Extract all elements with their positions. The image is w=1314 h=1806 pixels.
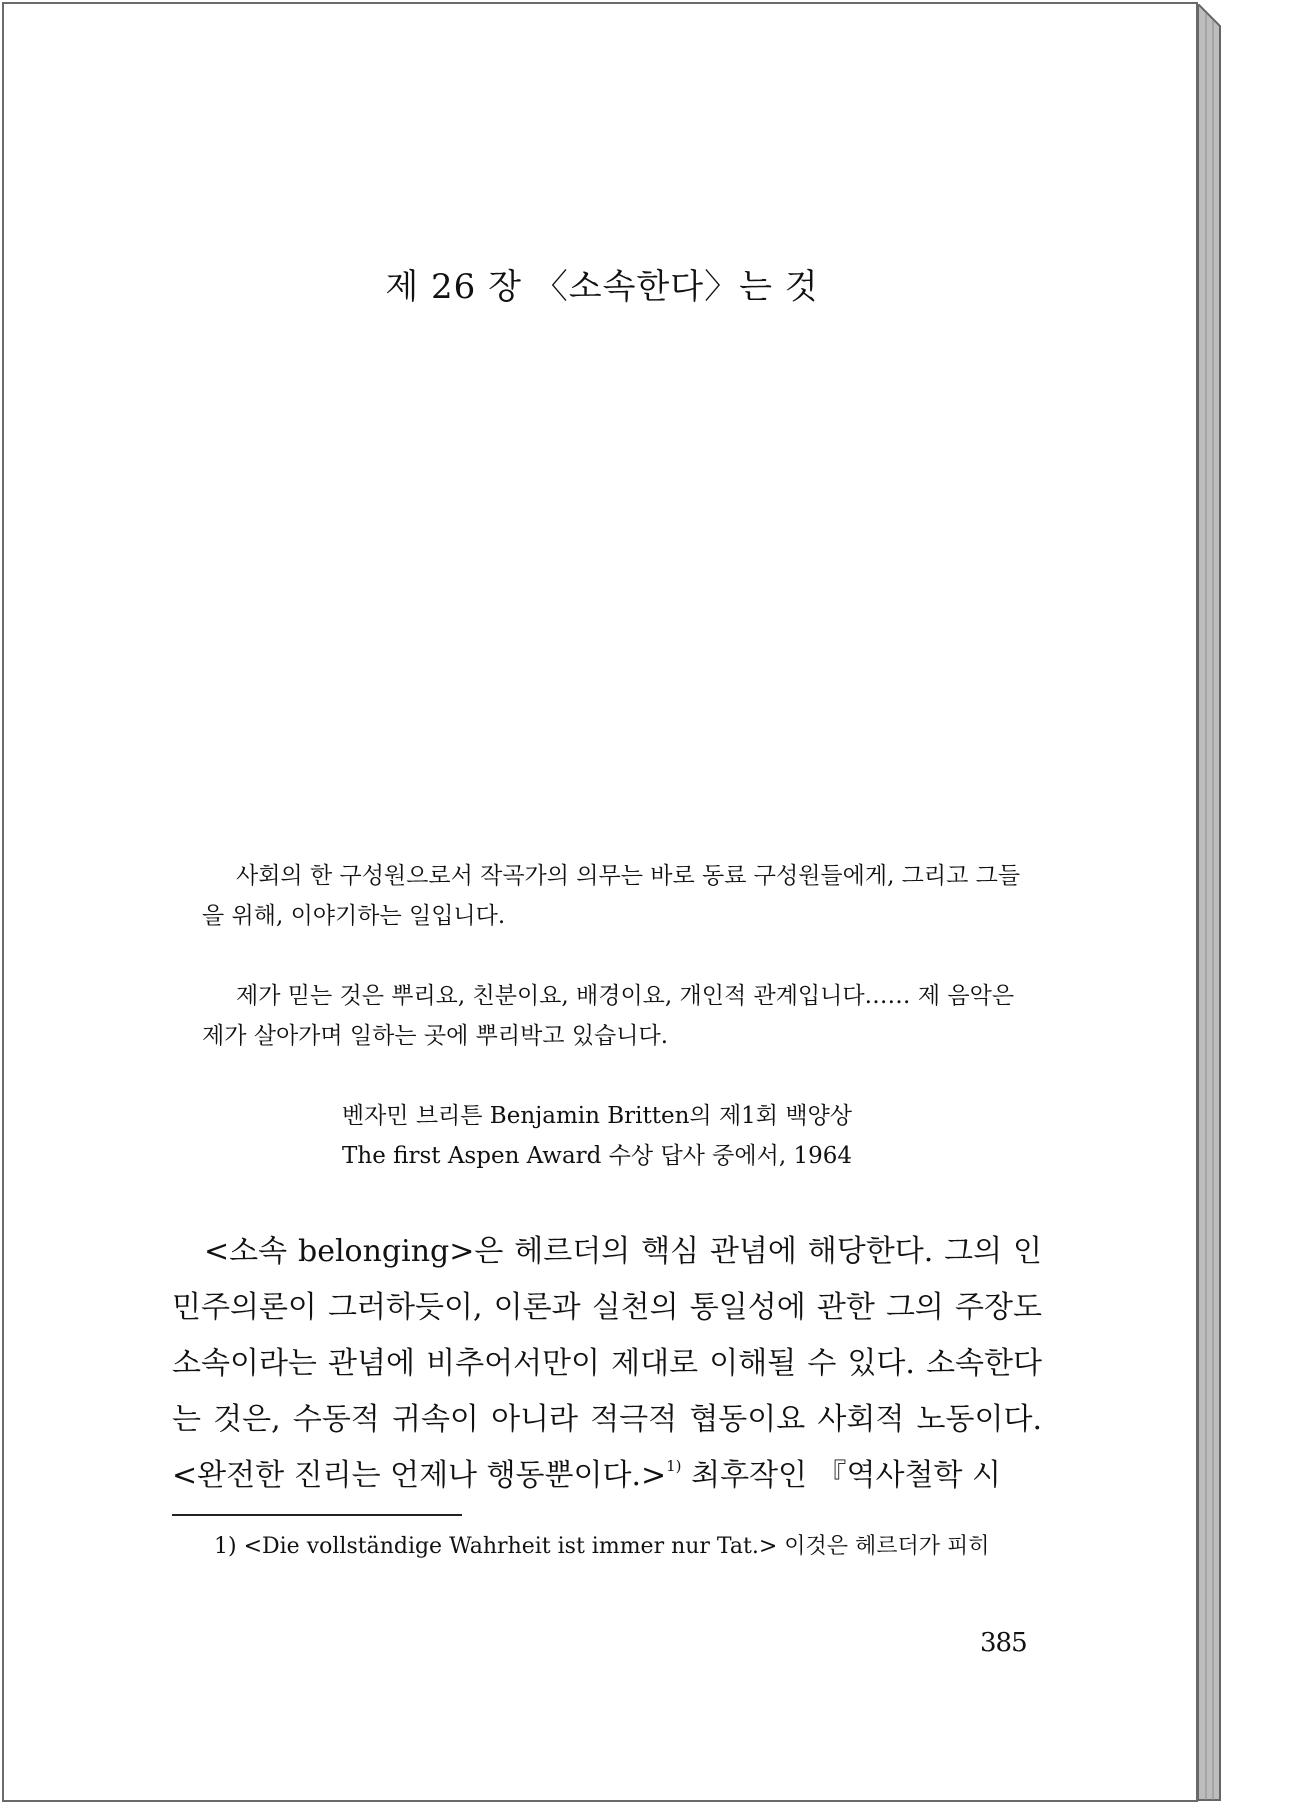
epigraph-text-2: 제가 믿는 것은 뿌리요, 친분이요, 배경이요, 개인적 관계입니다…… 제 음악은 제가 살아가며 일하는 곳에 뿌리박고 있습니다. bbox=[202, 983, 1015, 1049]
footnote-divider bbox=[172, 1514, 462, 1516]
page-stack-edge bbox=[1198, 4, 1224, 1804]
epigraph-text-1: 사회의 한 구성원으로서 작곡가의 의무는 바로 동료 구성원들에게, 그리고 그들을 위해, 이야기하는 일입니다. bbox=[202, 863, 1021, 929]
page-number: 385 bbox=[980, 1628, 1027, 1658]
book-page bbox=[2, 2, 1198, 1802]
epigraph-attribution-line-1: 벤자민 브리튼 Benjamin Britten의 제1회 백양상 bbox=[341, 1103, 852, 1129]
footnote: 1) <Die vollständige Wahrheit ist immer nur Tat.> 이것은 헤르더가 피히 bbox=[214, 1534, 990, 1559]
epigraph-paragraph-2 bbox=[202, 976, 1040, 1056]
body-text-after-note: 최후작인 『역사철학 시 bbox=[681, 1458, 1001, 1493]
body-text-before-note: <소속 belonging>은 헤르더의 핵심 관념에 해당한다. 그의 인민주의론이 그러하듯이, 이론과 실천의 통일성에 관한 그의 주장도 소속이라는 관념에 비추어서만이 제대로 이해될 수 있다. 소속한다는 것은, 수동적 귀속이 아니라 적극적 협동이요 사회적 노동이다. <완전한 진리는 언제나 행동뿐이다.> bbox=[172, 1234, 1042, 1493]
body-paragraph-text bbox=[172, 1224, 1042, 1504]
chapter-title: 제 26 장 〈소속한다〉는 것 bbox=[385, 267, 819, 307]
body-paragraph bbox=[172, 1224, 1042, 1504]
footnote-reference: 1) bbox=[666, 1457, 682, 1475]
epigraph-attribution-line-2: The first Aspen Award 수상 답사 중에서, 1964 bbox=[342, 1143, 852, 1169]
epigraph-paragraph-1 bbox=[202, 856, 1040, 936]
